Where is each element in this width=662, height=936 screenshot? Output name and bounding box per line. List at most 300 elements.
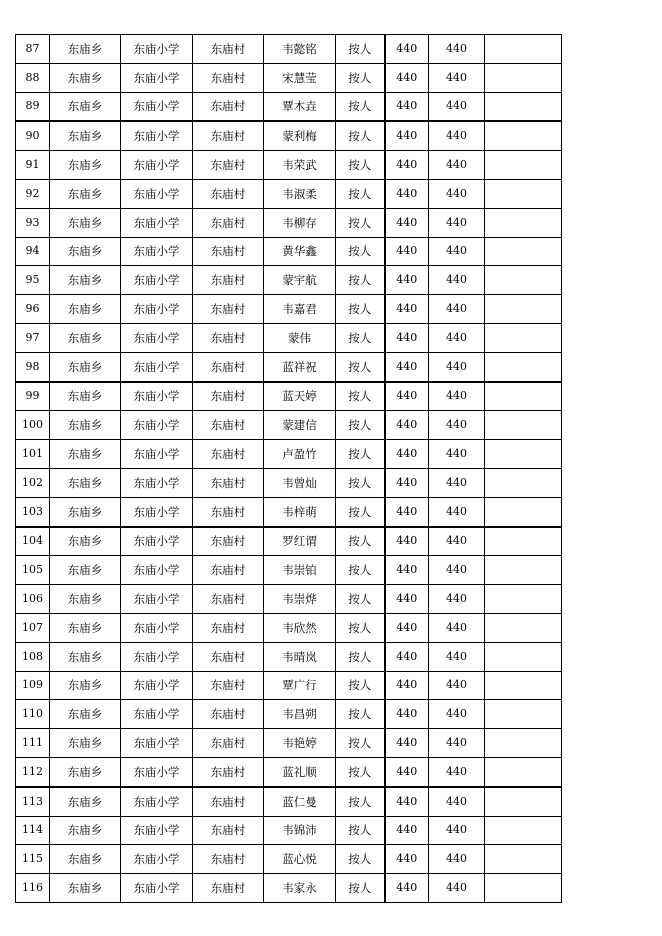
- remark-cell: [485, 874, 562, 903]
- allocation-type-cell: 按人: [336, 642, 385, 671]
- school-cell: 东庙小学: [121, 556, 193, 585]
- amount-cell: 440: [385, 352, 429, 381]
- amount-total-cell: 440: [429, 121, 485, 150]
- township-cell: 东庙乡: [50, 468, 121, 497]
- student-name-cell: 韦梓萌: [264, 497, 336, 526]
- row-number-cell: 95: [16, 266, 50, 295]
- remark-cell: [485, 121, 562, 150]
- remark-cell: [485, 151, 562, 180]
- table-row: [16, 527, 562, 556]
- amount-cell: 440: [385, 671, 429, 700]
- village-cell: 东庙村: [193, 151, 264, 180]
- village-cell: 东庙村: [193, 585, 264, 614]
- village-cell: 东庙村: [193, 671, 264, 700]
- remark-cell: [485, 527, 562, 556]
- allocation-type-cell: 按人: [336, 556, 385, 585]
- remark-cell: [485, 757, 562, 786]
- remark-cell: [485, 35, 562, 64]
- allocation-type-cell: 按人: [336, 295, 385, 324]
- village-cell: 东庙村: [193, 411, 264, 440]
- table-row: [16, 151, 562, 180]
- amount-total-cell: 440: [429, 352, 485, 381]
- allocation-type-cell: 按人: [336, 323, 385, 352]
- row-number-cell: 102: [16, 468, 50, 497]
- village-cell: 东庙村: [193, 757, 264, 786]
- township-cell: 东庙乡: [50, 179, 121, 208]
- amount-cell: 440: [385, 440, 429, 469]
- allocation-type-cell: 按人: [336, 787, 385, 816]
- amount-cell: 440: [385, 151, 429, 180]
- student-name-cell: 韦懿铭: [264, 35, 336, 64]
- row-number-cell: 104: [16, 527, 50, 556]
- amount-total-cell: 440: [429, 729, 485, 758]
- amount-total-cell: 440: [429, 440, 485, 469]
- school-cell: 东庙小学: [121, 874, 193, 903]
- roster-table: [15, 34, 562, 903]
- township-cell: 东庙乡: [50, 816, 121, 845]
- village-cell: 东庙村: [193, 382, 264, 411]
- amount-total-cell: 440: [429, 323, 485, 352]
- amount-total-cell: 440: [429, 613, 485, 642]
- allocation-type-cell: 按人: [336, 382, 385, 411]
- school-cell: 东庙小学: [121, 35, 193, 64]
- amount-cell: 440: [385, 527, 429, 556]
- table-row: [16, 816, 562, 845]
- school-cell: 东庙小学: [121, 352, 193, 381]
- village-cell: 东庙村: [193, 92, 264, 121]
- village-cell: 东庙村: [193, 700, 264, 729]
- allocation-type-cell: 按人: [336, 585, 385, 614]
- village-cell: 东庙村: [193, 468, 264, 497]
- school-cell: 东庙小学: [121, 208, 193, 237]
- remark-cell: [485, 816, 562, 845]
- township-cell: 东庙乡: [50, 440, 121, 469]
- remark-cell: [485, 585, 562, 614]
- amount-total-cell: 440: [429, 787, 485, 816]
- student-name-cell: 韦欣然: [264, 613, 336, 642]
- school-cell: 东庙小学: [121, 92, 193, 121]
- table-row: [16, 700, 562, 729]
- school-cell: 东庙小学: [121, 323, 193, 352]
- allocation-type-cell: 按人: [336, 757, 385, 786]
- student-name-cell: 韦淑柔: [264, 179, 336, 208]
- remark-cell: [485, 671, 562, 700]
- amount-total-cell: 440: [429, 382, 485, 411]
- township-cell: 东庙乡: [50, 642, 121, 671]
- allocation-type-cell: 按人: [336, 700, 385, 729]
- school-cell: 东庙小学: [121, 382, 193, 411]
- table-row: [16, 382, 562, 411]
- student-name-cell: 韦锦沛: [264, 816, 336, 845]
- amount-total-cell: 440: [429, 556, 485, 585]
- amount-total-cell: 440: [429, 527, 485, 556]
- student-name-cell: 蒙建信: [264, 411, 336, 440]
- allocation-type-cell: 按人: [336, 816, 385, 845]
- township-cell: 东庙乡: [50, 787, 121, 816]
- table-row: [16, 757, 562, 786]
- table-row: [16, 179, 562, 208]
- row-number-cell: 96: [16, 295, 50, 324]
- table-row: [16, 237, 562, 266]
- allocation-type-cell: 按人: [336, 208, 385, 237]
- village-cell: 东庙村: [193, 729, 264, 758]
- student-name-cell: 韦曾灿: [264, 468, 336, 497]
- township-cell: 东庙乡: [50, 845, 121, 874]
- student-name-cell: 蒙伟: [264, 323, 336, 352]
- student-name-cell: 卢盈竹: [264, 440, 336, 469]
- row-number-cell: 108: [16, 642, 50, 671]
- row-number-cell: 97: [16, 323, 50, 352]
- township-cell: 东庙乡: [50, 411, 121, 440]
- village-cell: 东庙村: [193, 440, 264, 469]
- student-name-cell: 蒙利梅: [264, 121, 336, 150]
- student-name-cell: 覃木垚: [264, 92, 336, 121]
- row-number-cell: 88: [16, 63, 50, 92]
- allocation-type-cell: 按人: [336, 352, 385, 381]
- school-cell: 东庙小学: [121, 787, 193, 816]
- village-cell: 东庙村: [193, 121, 264, 150]
- student-name-cell: 蒙宇航: [264, 266, 336, 295]
- allocation-type-cell: 按人: [336, 671, 385, 700]
- row-number-cell: 116: [16, 874, 50, 903]
- allocation-type-cell: 按人: [336, 874, 385, 903]
- table-row: [16, 352, 562, 381]
- allocation-type-cell: 按人: [336, 63, 385, 92]
- amount-cell: 440: [385, 816, 429, 845]
- table-row: [16, 63, 562, 92]
- table-row: [16, 121, 562, 150]
- school-cell: 东庙小学: [121, 63, 193, 92]
- amount-cell: 440: [385, 468, 429, 497]
- township-cell: 东庙乡: [50, 352, 121, 381]
- amount-cell: 440: [385, 700, 429, 729]
- student-name-cell: 韦崇铂: [264, 556, 336, 585]
- remark-cell: [485, 237, 562, 266]
- table-row: [16, 671, 562, 700]
- township-cell: 东庙乡: [50, 63, 121, 92]
- school-cell: 东庙小学: [121, 816, 193, 845]
- allocation-type-cell: 按人: [336, 411, 385, 440]
- table-row: [16, 585, 562, 614]
- amount-cell: 440: [385, 874, 429, 903]
- village-cell: 东庙村: [193, 63, 264, 92]
- remark-cell: [485, 352, 562, 381]
- row-number-cell: 99: [16, 382, 50, 411]
- school-cell: 东庙小学: [121, 613, 193, 642]
- remark-cell: [485, 63, 562, 92]
- amount-cell: 440: [385, 35, 429, 64]
- village-cell: 东庙村: [193, 352, 264, 381]
- school-cell: 东庙小学: [121, 121, 193, 150]
- row-number-cell: 90: [16, 121, 50, 150]
- school-cell: 东庙小学: [121, 468, 193, 497]
- remark-cell: [485, 468, 562, 497]
- township-cell: 东庙乡: [50, 323, 121, 352]
- amount-cell: 440: [385, 411, 429, 440]
- village-cell: 东庙村: [193, 323, 264, 352]
- student-name-cell: 黄华鑫: [264, 237, 336, 266]
- township-cell: 东庙乡: [50, 874, 121, 903]
- remark-cell: [485, 179, 562, 208]
- row-number-cell: 109: [16, 671, 50, 700]
- row-number-cell: 110: [16, 700, 50, 729]
- township-cell: 东庙乡: [50, 151, 121, 180]
- township-cell: 东庙乡: [50, 700, 121, 729]
- student-name-cell: 罗红谓: [264, 527, 336, 556]
- amount-cell: 440: [385, 63, 429, 92]
- amount-total-cell: 440: [429, 35, 485, 64]
- amount-total-cell: 440: [429, 295, 485, 324]
- township-cell: 东庙乡: [50, 527, 121, 556]
- township-cell: 东庙乡: [50, 556, 121, 585]
- township-cell: 东庙乡: [50, 295, 121, 324]
- amount-cell: 440: [385, 237, 429, 266]
- village-cell: 东庙村: [193, 642, 264, 671]
- table-row: [16, 497, 562, 526]
- row-number-cell: 89: [16, 92, 50, 121]
- township-cell: 东庙乡: [50, 497, 121, 526]
- student-name-cell: 韦晴岚: [264, 642, 336, 671]
- amount-total-cell: 440: [429, 266, 485, 295]
- table-row: [16, 35, 562, 64]
- remark-cell: [485, 411, 562, 440]
- table-row: [16, 642, 562, 671]
- amount-cell: 440: [385, 266, 429, 295]
- row-number-cell: 101: [16, 440, 50, 469]
- township-cell: 东庙乡: [50, 266, 121, 295]
- student-name-cell: 韦家永: [264, 874, 336, 903]
- amount-total-cell: 440: [429, 585, 485, 614]
- amount-cell: 440: [385, 121, 429, 150]
- row-number-cell: 105: [16, 556, 50, 585]
- roster-body: [16, 35, 562, 903]
- remark-cell: [485, 787, 562, 816]
- amount-cell: 440: [385, 208, 429, 237]
- village-cell: 东庙村: [193, 845, 264, 874]
- village-cell: 东庙村: [193, 179, 264, 208]
- row-number-cell: 106: [16, 585, 50, 614]
- school-cell: 东庙小学: [121, 527, 193, 556]
- table-row: [16, 468, 562, 497]
- amount-cell: 440: [385, 613, 429, 642]
- amount-cell: 440: [385, 323, 429, 352]
- allocation-type-cell: 按人: [336, 266, 385, 295]
- remark-cell: [485, 642, 562, 671]
- school-cell: 东庙小学: [121, 237, 193, 266]
- table-row: [16, 729, 562, 758]
- township-cell: 东庙乡: [50, 585, 121, 614]
- allocation-type-cell: 按人: [336, 151, 385, 180]
- allocation-type-cell: 按人: [336, 613, 385, 642]
- school-cell: 东庙小学: [121, 642, 193, 671]
- table-row: [16, 266, 562, 295]
- amount-total-cell: 440: [429, 671, 485, 700]
- village-cell: 东庙村: [193, 874, 264, 903]
- amount-cell: 440: [385, 92, 429, 121]
- amount-total-cell: 440: [429, 845, 485, 874]
- student-name-cell: 韦嘉君: [264, 295, 336, 324]
- village-cell: 东庙村: [193, 266, 264, 295]
- row-number-cell: 91: [16, 151, 50, 180]
- township-cell: 东庙乡: [50, 121, 121, 150]
- village-cell: 东庙村: [193, 208, 264, 237]
- amount-cell: 440: [385, 497, 429, 526]
- remark-cell: [485, 729, 562, 758]
- school-cell: 东庙小学: [121, 671, 193, 700]
- row-number-cell: 98: [16, 352, 50, 381]
- school-cell: 东庙小学: [121, 845, 193, 874]
- row-number-cell: 111: [16, 729, 50, 758]
- township-cell: 东庙乡: [50, 382, 121, 411]
- student-name-cell: 韦昌朔: [264, 700, 336, 729]
- village-cell: 东庙村: [193, 556, 264, 585]
- remark-cell: [485, 700, 562, 729]
- table-row: [16, 787, 562, 816]
- school-cell: 东庙小学: [121, 700, 193, 729]
- school-cell: 东庙小学: [121, 266, 193, 295]
- allocation-type-cell: 按人: [336, 845, 385, 874]
- amount-cell: 440: [385, 179, 429, 208]
- amount-total-cell: 440: [429, 151, 485, 180]
- school-cell: 东庙小学: [121, 151, 193, 180]
- amount-total-cell: 440: [429, 179, 485, 208]
- amount-total-cell: 440: [429, 237, 485, 266]
- amount-cell: 440: [385, 845, 429, 874]
- school-cell: 东庙小学: [121, 295, 193, 324]
- table-row: [16, 613, 562, 642]
- amount-total-cell: 440: [429, 874, 485, 903]
- school-cell: 东庙小学: [121, 757, 193, 786]
- table-row: [16, 845, 562, 874]
- school-cell: 东庙小学: [121, 179, 193, 208]
- remark-cell: [485, 92, 562, 121]
- student-name-cell: 蓝礼顺: [264, 757, 336, 786]
- row-number-cell: 87: [16, 35, 50, 64]
- amount-cell: 440: [385, 642, 429, 671]
- remark-cell: [485, 323, 562, 352]
- amount-cell: 440: [385, 295, 429, 324]
- school-cell: 东庙小学: [121, 440, 193, 469]
- student-name-cell: 宋慧莹: [264, 63, 336, 92]
- student-name-cell: 蓝心悦: [264, 845, 336, 874]
- allocation-type-cell: 按人: [336, 440, 385, 469]
- remark-cell: [485, 208, 562, 237]
- allocation-type-cell: 按人: [336, 92, 385, 121]
- amount-cell: 440: [385, 729, 429, 758]
- village-cell: 东庙村: [193, 497, 264, 526]
- township-cell: 东庙乡: [50, 729, 121, 758]
- remark-cell: [485, 295, 562, 324]
- student-name-cell: 韦崇烨: [264, 585, 336, 614]
- township-cell: 东庙乡: [50, 671, 121, 700]
- township-cell: 东庙乡: [50, 92, 121, 121]
- village-cell: 东庙村: [193, 295, 264, 324]
- allocation-type-cell: 按人: [336, 237, 385, 266]
- row-number-cell: 93: [16, 208, 50, 237]
- amount-cell: 440: [385, 382, 429, 411]
- student-name-cell: 韦柳存: [264, 208, 336, 237]
- row-number-cell: 92: [16, 179, 50, 208]
- township-cell: 东庙乡: [50, 757, 121, 786]
- student-name-cell: 蓝天婷: [264, 382, 336, 411]
- row-number-cell: 103: [16, 497, 50, 526]
- township-cell: 东庙乡: [50, 208, 121, 237]
- amount-total-cell: 440: [429, 468, 485, 497]
- table-row: [16, 295, 562, 324]
- row-number-cell: 112: [16, 757, 50, 786]
- table-row: [16, 556, 562, 585]
- township-cell: 东庙乡: [50, 35, 121, 64]
- amount-total-cell: 440: [429, 700, 485, 729]
- row-number-cell: 100: [16, 411, 50, 440]
- amount-total-cell: 440: [429, 411, 485, 440]
- village-cell: 东庙村: [193, 237, 264, 266]
- school-cell: 东庙小学: [121, 729, 193, 758]
- allocation-type-cell: 按人: [336, 35, 385, 64]
- student-name-cell: 韦荣武: [264, 151, 336, 180]
- village-cell: 东庙村: [193, 527, 264, 556]
- remark-cell: [485, 613, 562, 642]
- remark-cell: [485, 845, 562, 874]
- row-number-cell: 107: [16, 613, 50, 642]
- table-row: [16, 323, 562, 352]
- row-number-cell: 114: [16, 816, 50, 845]
- amount-cell: 440: [385, 585, 429, 614]
- village-cell: 东庙村: [193, 35, 264, 64]
- table-row: [16, 411, 562, 440]
- amount-total-cell: 440: [429, 208, 485, 237]
- school-cell: 东庙小学: [121, 411, 193, 440]
- remark-cell: [485, 440, 562, 469]
- table-row: [16, 440, 562, 469]
- remark-cell: [485, 266, 562, 295]
- table-row: [16, 92, 562, 121]
- remark-cell: [485, 382, 562, 411]
- amount-total-cell: 440: [429, 642, 485, 671]
- village-cell: 东庙村: [193, 816, 264, 845]
- village-cell: 东庙村: [193, 787, 264, 816]
- township-cell: 东庙乡: [50, 237, 121, 266]
- amount-cell: 440: [385, 787, 429, 816]
- amount-total-cell: 440: [429, 63, 485, 92]
- amount-total-cell: 440: [429, 92, 485, 121]
- allocation-type-cell: 按人: [336, 121, 385, 150]
- village-cell: 东庙村: [193, 613, 264, 642]
- allocation-type-cell: 按人: [336, 468, 385, 497]
- table-row: [16, 874, 562, 903]
- amount-total-cell: 440: [429, 497, 485, 526]
- allocation-type-cell: 按人: [336, 179, 385, 208]
- allocation-type-cell: 按人: [336, 729, 385, 758]
- school-cell: 东庙小学: [121, 497, 193, 526]
- school-cell: 东庙小学: [121, 585, 193, 614]
- student-name-cell: 覃广行: [264, 671, 336, 700]
- row-number-cell: 94: [16, 237, 50, 266]
- allocation-type-cell: 按人: [336, 527, 385, 556]
- remark-cell: [485, 497, 562, 526]
- amount-cell: 440: [385, 757, 429, 786]
- amount-cell: 440: [385, 556, 429, 585]
- student-name-cell: 蓝仁曼: [264, 787, 336, 816]
- student-name-cell: 韦艳婷: [264, 729, 336, 758]
- township-cell: 东庙乡: [50, 613, 121, 642]
- row-number-cell: 115: [16, 845, 50, 874]
- student-name-cell: 蓝祥祝: [264, 352, 336, 381]
- amount-total-cell: 440: [429, 757, 485, 786]
- row-number-cell: 113: [16, 787, 50, 816]
- amount-total-cell: 440: [429, 816, 485, 845]
- allocation-type-cell: 按人: [336, 497, 385, 526]
